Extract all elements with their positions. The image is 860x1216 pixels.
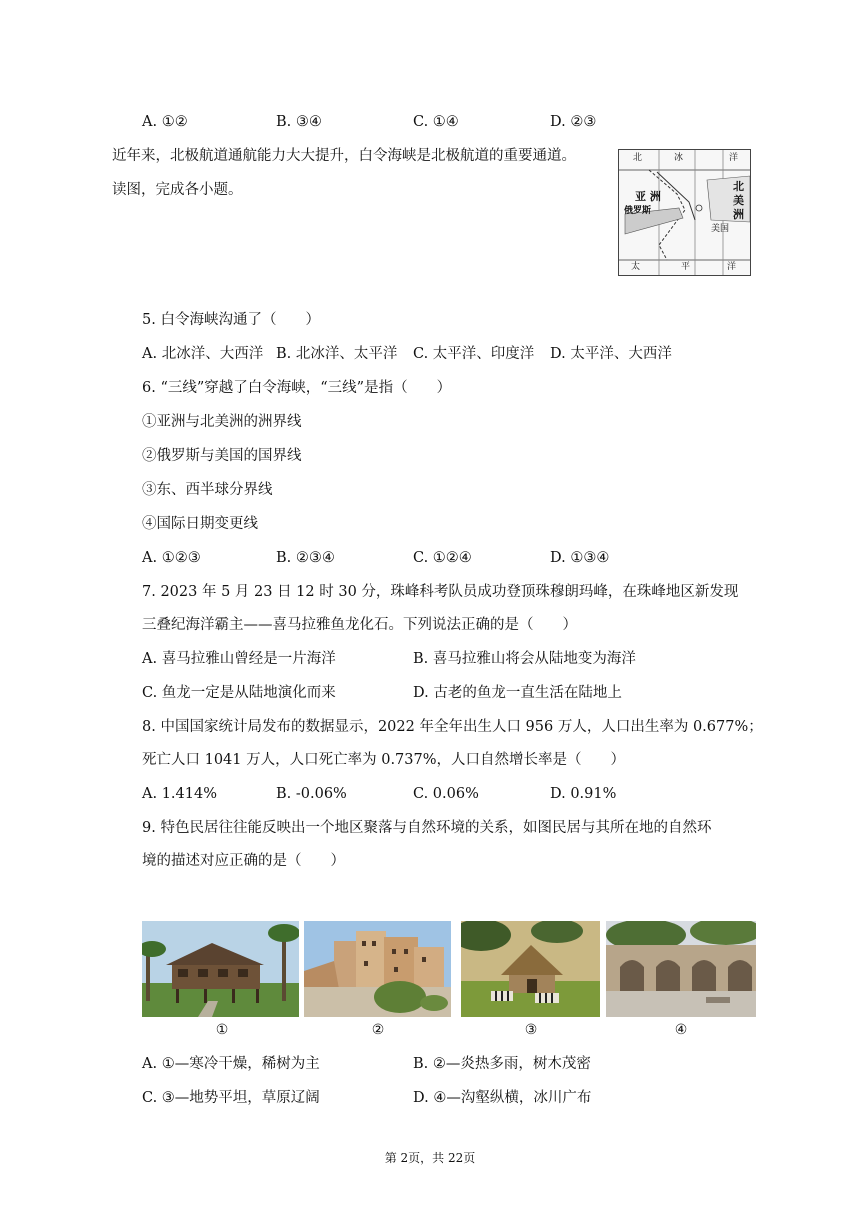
q6-item-3: ③东、西半球分界线 (142, 482, 273, 498)
q9-line-1: 9. 特色民居往往能反映出一个地区聚落与自然环境的关系，如图民居与其所在地的自然环 (142, 820, 712, 836)
q9-option-b: B. ②—炎热多雨，树木茂密 (413, 1056, 591, 1072)
q7-option-b: B. 喜马拉雅山将会从陆地变为海洋 (413, 651, 636, 667)
q6-item-1: ①亚洲与北美洲的洲界线 (142, 414, 302, 430)
q4-option-c: C. ①④ (413, 114, 459, 130)
photo-cave-dwelling (606, 921, 756, 1017)
q4-option-a: A. ①② (142, 114, 188, 130)
photo-desert-towers (304, 921, 451, 1017)
q6-option-d: D. ①③④ (550, 550, 610, 566)
q5-stem: 5. 白令海峡沟通了（ ） (142, 312, 320, 328)
q8-line-1: 8. 中国国家统计局发布的数据显示，2022 年全年出生人口 956 万人，人口出生率为 0.677%； (142, 719, 763, 735)
q9-line-2: 境的描述对应正确的是（ ） (142, 853, 345, 869)
page-footer: 第 2页，共 22页 (384, 1151, 476, 1165)
q4-option-b: B. ③④ (276, 114, 322, 130)
photo-caption-3: ③ (524, 1022, 538, 1038)
map-label-ocean-top-left: 北 (633, 153, 643, 163)
photo-stilt-house (142, 921, 299, 1017)
q8-option-c: C. 0.06% (413, 786, 479, 802)
map-label-ocean-bottom-mid: 平 (681, 262, 691, 272)
q6-option-b: B. ②③④ (276, 550, 335, 566)
q8-option-a: A. 1.414% (142, 786, 217, 802)
q8-option-d: D. 0.91% (550, 786, 617, 802)
map-label-north-america-1: 北 (733, 180, 744, 193)
q6-option-a: A. ①②③ (142, 550, 201, 566)
map-label-ocean-top-mid: 冰 (674, 153, 684, 163)
q6-option-c: C. ①②④ (413, 550, 472, 566)
q6-item-2: ②俄罗斯与美国的国界线 (142, 448, 302, 464)
q6-item-4: ④国际日期变更线 (142, 516, 258, 532)
map-label-north-america-3: 洲 (733, 208, 744, 221)
intro-line-2: 读图，完成各小题。 (112, 182, 243, 198)
q5-option-d: D. 太平洋、大西洋 (550, 346, 672, 362)
photo-caption-1: ① (215, 1022, 229, 1038)
photo-caption-4: ④ (674, 1022, 688, 1038)
intro-line-1: 近年来，北极航道通航能力大大提升，白令海峡是北极航道的重要通道。 (112, 148, 576, 164)
map-label-north-america-2: 美 (733, 194, 744, 207)
map-label-usa: 美国 (711, 224, 730, 234)
q7-option-a: A. 喜马拉雅山曾经是一片海洋 (142, 651, 336, 667)
q7-option-d: D. 古老的鱼龙一直生活在陆地上 (413, 685, 622, 701)
q9-option-a: A. ①—寒冷干燥，稀树为主 (142, 1056, 320, 1072)
q8-option-b: B. -0.06% (276, 786, 347, 802)
q8-line-2: 死亡人口 1041 万人，人口死亡率为 0.737%，人口自然增长率是（ ） (142, 752, 626, 768)
bering-strait-map (618, 149, 751, 276)
q4-option-d: D. ②③ (550, 114, 597, 130)
q5-option-a: A. 北冰洋、大西洋 (142, 346, 264, 362)
q9-option-c: C. ③—地势平坦，草原辽阔 (142, 1090, 320, 1106)
photo-thatched-hut (461, 921, 600, 1017)
q6-stem: 6. “三线”穿越了白令海峡，“三线”是指（ ） (142, 380, 452, 396)
map-label-ocean-bottom-left: 太 (631, 262, 641, 272)
q7-option-c: C. 鱼龙一定是从陆地演化而来 (142, 685, 336, 701)
q5-option-b: B. 北冰洋、太平洋 (276, 346, 398, 362)
photo-caption-2: ② (371, 1022, 385, 1038)
q7-line-2: 三叠纪海洋霸主——喜马拉雅鱼龙化石。下列说法正确的是（ ） (142, 617, 577, 633)
q9-option-d: D. ④—沟壑纵横，冰川广布 (413, 1090, 592, 1106)
map-label-russia: 俄罗斯 (624, 206, 652, 216)
map-label-ocean-top-right: 洋 (729, 153, 739, 163)
q5-option-c: C. 太平洋、印度洋 (413, 346, 535, 362)
map-label-ocean-bottom-right: 洋 (727, 262, 737, 272)
map-label-asia: 亚 洲 (635, 190, 661, 203)
q7-line-1: 7. 2023 年 5 月 23 日 12 时 30 分，珠峰科考队员成功登顶珠穆朗玛峰，在珠峰地区新发现 (142, 584, 739, 600)
